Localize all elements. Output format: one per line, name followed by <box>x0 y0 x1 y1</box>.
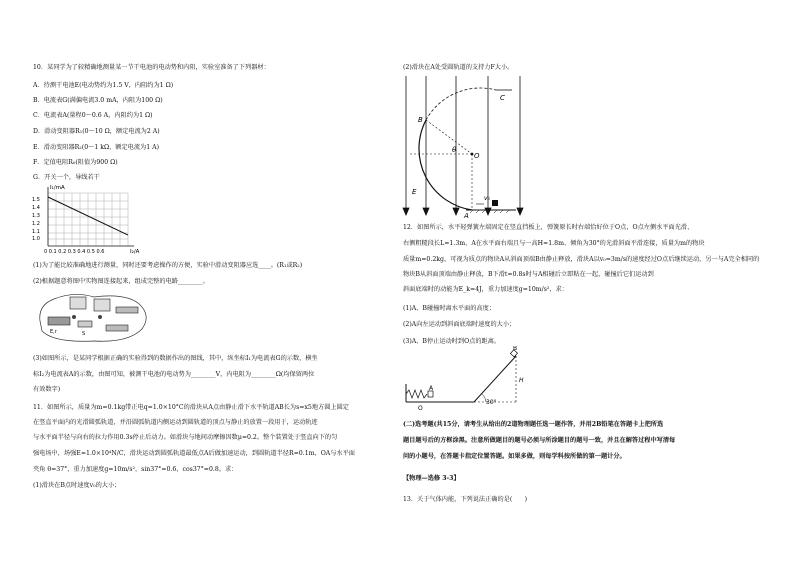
q10-item-a: A．待测干电池E(电动势约为1.5 V，内阻约为1 Ω) <box>33 82 174 89</box>
rheostat <box>116 307 138 313</box>
q10-item-b: B．电流表G(满偏电流3.0 mA，内阻为100 Ω) <box>33 97 163 104</box>
graph-ytick: 1.2 <box>32 221 40 227</box>
q10-part3-line2: 标I₂为电流表A的示数，由图可知，被测干电池的电动势为________V，内电阻为________Ω(均保留两位 <box>33 371 315 378</box>
label-a: A <box>429 385 434 392</box>
elective-header: 【物理—选修 3-3】 <box>403 475 460 482</box>
label-b: B <box>418 116 423 124</box>
q12-part1: (1)A、B碰撞时离水平面的高度； <box>403 305 496 312</box>
q10-item-e: E．滑动变阻器R₂(0～1 kΩ，额定电流为1 A) <box>33 144 160 151</box>
q12-part3: (3)A、B停止运动时到O点的距离。 <box>403 338 501 345</box>
section2-line1: (二)选考题(共15分，请考生从给出的2道物理题任选一题作答，并用2B铅笔在答题卡上把所选 <box>403 421 664 428</box>
graph-ytick: 1.5 <box>32 197 40 203</box>
q12-line1: 12．如图所示，水平轻弹簧左端固定在竖直挡板上，弹簧原长时右端恰好位于O点，O点左侧水平面光滑、 <box>403 224 694 231</box>
q13: 13．关于气体内能，下列说法正确的是( ) <box>403 496 528 503</box>
label-er: E,r <box>50 329 57 335</box>
spring <box>406 390 427 398</box>
terminal <box>98 315 102 319</box>
q12-line2: 右侧粗糙段长L=1.3m，A在水平面右端且与一高H=1.8m、倾角为30°的光滑斜面平滑连接，质量为m的物块 <box>403 240 705 247</box>
q11-line5: 夹角 θ=37°，重力加速度g=10m/s²，sin37°=0.6，cos37°=0.8。求： <box>33 466 238 473</box>
q10-item-f: F．定值电阻R₀(阻值为900 Ω) <box>33 159 118 166</box>
label-v0: v₀ <box>484 195 490 202</box>
graph-y-label: I₁/mA <box>50 185 65 191</box>
label-theta: θ <box>452 146 457 154</box>
circuit-diagram <box>34 287 154 347</box>
ammeter-a <box>94 299 110 311</box>
solid-arc <box>419 120 472 210</box>
radius-ob <box>426 120 472 154</box>
section2-line3: 问的小题号，在答题卡指定位置答题。如果多做，则每学科按所做的第一题计分。 <box>403 453 626 460</box>
graph-ytick: 1.0 <box>32 236 40 242</box>
q11-line1: 11．如图所示，质量为m=0.1kg带正电q=1.0×10°C的滑块从A点由静止滑下水平轨道AB长为s=x5地方圆上圆定 <box>33 404 349 411</box>
label-angle: 30° <box>486 399 497 406</box>
label-o: O <box>474 152 480 160</box>
block <box>492 200 498 206</box>
label-a: A <box>464 212 469 220</box>
q12-line5: 斜面底端时的动能为E_k=4J，重力加速度g=10m/s²，求： <box>403 286 568 293</box>
q12-line3: 质量m=0.2kg，可视为质点的物块A从斜面顶端B由静止释放，滑块A以v₀=3m/s的速度经过O点后继续运动，另一与A完全相同的 <box>403 256 760 263</box>
resistor-r0 <box>106 325 128 331</box>
q10-part1: (1)为了能比较准确地进行测量，同时还要考虑操作的方便，实验中滑动变阻器应选____。(R₁或R₂) <box>33 262 303 269</box>
incline <box>474 356 516 402</box>
q11-line3: 与水平面半径与向右的拉力作用0.3s停止后动力。如滑块与地间动摩擦因数μ=0.2。整个装置处于竖直向下的匀 <box>33 434 338 441</box>
q12-figure <box>400 346 540 414</box>
q10-title: 10．某同学为了较精确地测量某一节干电池的电动势和内阻，实验室准备了下列器材： <box>33 64 270 71</box>
q10-part3-line3: 有效数字) <box>33 386 61 393</box>
q11-part2: (2)滑块在A处受圆轨道的支持力F大小。 <box>403 64 514 71</box>
q10-item-c: C．电流表A(量程0～0.6 A，内阻约为1 Ω) <box>33 112 153 119</box>
q10-item-g: G．开关一个，导线若干 <box>33 174 100 181</box>
q10-part2: (2)根据题意将图中实物图连接起来，组成完整的电路________。 <box>33 278 209 285</box>
section2-line2: 题目题号后的方框涂黑。注意所做题目的题号必须与所涂题目的题号一致，并且在解答过程中写清每 <box>403 437 676 444</box>
center-point <box>471 153 474 156</box>
label-h: H <box>519 377 524 384</box>
label-s: S <box>82 331 86 337</box>
q11-part1: (1)滑块在B点时速度v₀的大小； <box>33 482 121 489</box>
q11-line4: 强电场中，场强E=1.0×10⁴N/C，滑块运动到圆弧轨道最低点A后做加速运动，到圆轨道半径R=0.1m，OA与水平面 <box>33 450 355 457</box>
q10-item-d: D．滑动变阻器R₁(0～10 Ω，额定电流为2 A) <box>33 128 160 135</box>
battery <box>48 317 70 325</box>
ammeter-g <box>70 297 86 309</box>
dashed-arc <box>426 88 496 120</box>
label-b: B <box>513 346 518 352</box>
label-o: O <box>418 405 423 412</box>
graph-ytick: 1.1 <box>32 229 40 235</box>
label-e: E <box>412 188 417 196</box>
graph-ytick: 1.4 <box>32 205 40 211</box>
q12-line4: 物块B从斜面顶端由静止释放，B下滑t=0.8s时与A相碰后立即粘在一起，碰撞后它们运动到 <box>403 271 654 278</box>
i1-i2-graph <box>30 183 150 255</box>
q10-part3-line1: (3)如图所示，是某同学根据正确的实验得到的数据作出的图线，其中，纵坐标I₁为电流表G的示数，横坐 <box>33 355 318 362</box>
terminal <box>72 315 76 319</box>
graph-xticks: 0 0.1 0.2 0.3 0.4 0.5 0.6 <box>44 249 105 255</box>
graph-ytick: 1.3 <box>32 213 40 219</box>
q11-figure <box>400 72 530 220</box>
q12-part2: (2)A向左运动到斜面底端时速度的大小； <box>403 321 516 328</box>
switch <box>78 321 92 327</box>
q11-line2: 在竖直平面内的光滑圆弧轨道，并沿圆弧轨道内侧运动到圆轨道的顶点与静止的放置一段用于，运动轨迹 <box>33 419 318 426</box>
graph-x-label: I₂/A <box>130 249 140 255</box>
label-c: C <box>500 94 505 102</box>
